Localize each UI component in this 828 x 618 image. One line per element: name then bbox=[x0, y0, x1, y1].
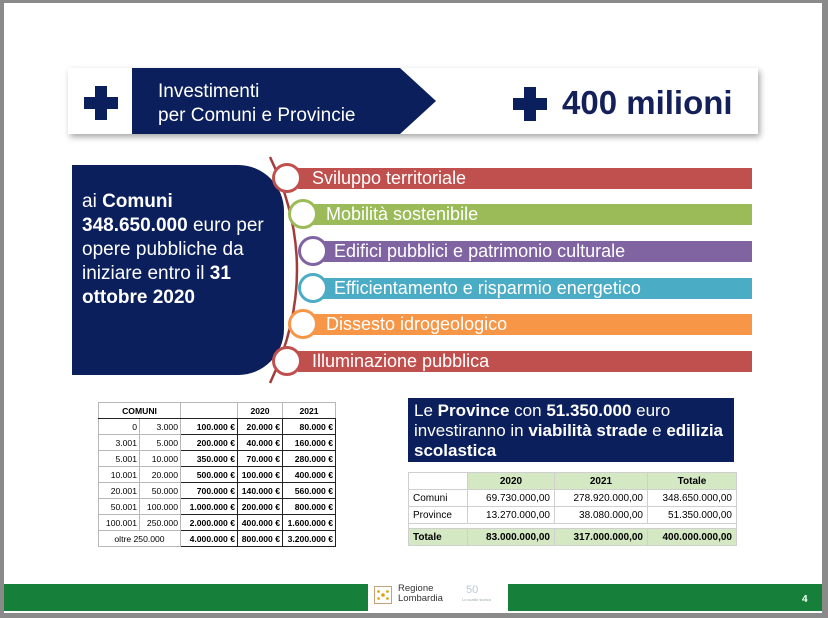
table-header-row bbox=[99, 403, 336, 419]
card-text-comuni: Comuni bbox=[102, 191, 173, 212]
table-row bbox=[99, 499, 336, 515]
table-cell: 3.000 bbox=[140, 419, 181, 435]
table-cell: 140.000 € bbox=[238, 483, 283, 499]
plus-icon bbox=[82, 84, 120, 122]
table-cell: Province bbox=[409, 507, 468, 524]
table-header: COMUNI bbox=[99, 403, 181, 419]
table-total-row bbox=[409, 529, 737, 546]
table-cell: 200.000 € bbox=[181, 435, 238, 451]
province-text bbox=[414, 401, 732, 461]
category-label-3: Edifici pubblici e patrimonio culturale bbox=[334, 241, 626, 261]
table-header: Totale bbox=[648, 473, 737, 490]
category-label-5: Dissesto idrogeologico bbox=[326, 314, 508, 334]
table-cell: 160.000 € bbox=[283, 435, 336, 451]
table-cell: 50.001 bbox=[99, 499, 140, 515]
anniversary-50-logo: 50 bbox=[466, 584, 479, 596]
category-bar-4 bbox=[318, 278, 752, 299]
table-row bbox=[99, 451, 336, 467]
table-row bbox=[409, 490, 737, 507]
province-text-province: Province bbox=[437, 401, 510, 420]
category-label-4: Efficientamento e risparmio energetico bbox=[334, 278, 641, 298]
card-text-deadline: 31 ottobre 2020 bbox=[82, 263, 231, 308]
province-text-amount: 51.350.000 bbox=[546, 401, 632, 420]
table-cell: 400.000.000,00 bbox=[648, 529, 737, 546]
category-label-6: Illuminazione pubblica bbox=[312, 351, 490, 371]
table-cell: 10.000 bbox=[140, 451, 181, 467]
province-text-7: e bbox=[647, 421, 667, 440]
table-cell: 38.080.000,00 bbox=[555, 507, 648, 524]
category-circle-1 bbox=[272, 163, 302, 193]
table-cell: 280.000 € bbox=[283, 451, 336, 467]
table-header bbox=[409, 473, 468, 490]
table-cell: 350.000 € bbox=[181, 451, 238, 467]
table-cell: 400.000 € bbox=[283, 467, 336, 483]
logo-text-line1: Regione bbox=[398, 583, 434, 594]
category-circle-5 bbox=[288, 309, 318, 339]
table-cell: 40.000 € bbox=[238, 435, 283, 451]
province-text-5: euro investiranno in bbox=[414, 401, 671, 440]
table-cell: 100.000 € bbox=[238, 467, 283, 483]
table-header: 2021 bbox=[283, 403, 336, 419]
table-cell: 1.600.000 € bbox=[283, 515, 336, 531]
header-amount: 400 milioni bbox=[562, 84, 733, 121]
rosa-camuna-icon bbox=[374, 586, 392, 604]
table-cell: 100.001 bbox=[99, 515, 140, 531]
page-number: 4 bbox=[802, 594, 808, 605]
table-cell: 3.200.000 € bbox=[283, 531, 336, 547]
table-cell: 83.000.000,00 bbox=[468, 529, 555, 546]
table-cell: 3.001 bbox=[99, 435, 140, 451]
province-text-edilizia: edilizia scolastica bbox=[414, 421, 723, 460]
table-cell: 500.000 € bbox=[181, 467, 238, 483]
category-bar-1 bbox=[298, 168, 752, 189]
logo-text bbox=[398, 584, 443, 604]
category-label-1: Sviluppo territoriale bbox=[312, 168, 467, 188]
table-cell: 20.000 € bbox=[238, 419, 283, 435]
table-cell: 4.000.000 € bbox=[181, 531, 238, 547]
category-circle-4 bbox=[298, 273, 328, 303]
header-title-line1: Investimenti bbox=[158, 81, 260, 102]
plus-icon-large bbox=[512, 86, 548, 122]
table-header bbox=[181, 403, 238, 419]
table-cell: 13.270.000,00 bbox=[468, 507, 555, 524]
table-row bbox=[409, 507, 737, 524]
table-cell: 400.000 € bbox=[238, 515, 283, 531]
card-text-body: euro per opere pubbliche da iniziare entro il bbox=[82, 215, 264, 284]
category-circle-3 bbox=[298, 236, 328, 266]
comuni-table bbox=[98, 402, 336, 547]
table-cell: 0 bbox=[99, 419, 140, 435]
table-header-row bbox=[409, 473, 737, 490]
table-cell: Totale bbox=[409, 529, 468, 546]
table-header: 2020 bbox=[238, 403, 283, 419]
header-title bbox=[158, 80, 355, 128]
anniversary-50-subtext: Lo scatto storico bbox=[462, 597, 492, 602]
table-cell: 5.000 bbox=[140, 435, 181, 451]
logo-text-line2: Lombardia bbox=[398, 593, 443, 604]
table-cell: 1.000.000 € bbox=[181, 499, 238, 515]
table-cell: 70.000 € bbox=[238, 451, 283, 467]
table-cell: 100.000 bbox=[140, 499, 181, 515]
table-cell: 20.001 bbox=[99, 483, 140, 499]
table-cell: 20.000 bbox=[140, 467, 181, 483]
table-cell: 278.920.000,00 bbox=[555, 490, 648, 507]
province-text-1: Le bbox=[414, 401, 438, 420]
table-cell: 700.000 € bbox=[181, 483, 238, 499]
header-title-line2: per Comuni e Provincie bbox=[158, 105, 356, 126]
table-cell: Comuni bbox=[409, 490, 468, 507]
table-cell: 51.350.000,00 bbox=[648, 507, 737, 524]
category-bar-5 bbox=[310, 314, 752, 335]
province-text-3: con bbox=[509, 401, 547, 420]
category-bar-6 bbox=[298, 351, 752, 372]
table-row bbox=[99, 515, 336, 531]
table-row bbox=[99, 467, 336, 483]
table-cell: 100.000 € bbox=[181, 419, 238, 435]
table-cell: 2.000.000 € bbox=[181, 515, 238, 531]
table-row bbox=[99, 483, 336, 499]
table-cell: 69.730.000,00 bbox=[468, 490, 555, 507]
table-cell: 800.000 € bbox=[283, 499, 336, 515]
table-row bbox=[99, 531, 336, 547]
comuni-card-text bbox=[82, 190, 282, 310]
category-label-2: Mobilità sostenibile bbox=[326, 204, 479, 224]
table-row bbox=[99, 419, 336, 435]
province-table bbox=[408, 472, 737, 546]
province-text-viabilita: viabilità strade bbox=[528, 421, 648, 440]
table-header: 2021 bbox=[555, 473, 648, 490]
table-cell: 50.000 bbox=[140, 483, 181, 499]
table-cell: oltre 250.000 bbox=[99, 531, 181, 547]
table-cell: 80.000 € bbox=[283, 419, 336, 435]
table-cell: 800.000 € bbox=[238, 531, 283, 547]
table-header: 2020 bbox=[468, 473, 555, 490]
table-cell: 317.000.000,00 bbox=[555, 529, 648, 546]
card-text-1: ai bbox=[82, 191, 103, 212]
table-cell: 348.650.000,00 bbox=[648, 490, 737, 507]
category-circle-2 bbox=[288, 199, 318, 229]
card-text-amount: 348.650.000 bbox=[82, 215, 188, 236]
table-cell: 10.001 bbox=[99, 467, 140, 483]
table-cell: 200.000 € bbox=[238, 499, 283, 515]
table-cell: 5.001 bbox=[99, 451, 140, 467]
table-cell: 250.000 bbox=[140, 515, 181, 531]
category-circle-6 bbox=[272, 346, 302, 376]
table-row bbox=[99, 435, 336, 451]
table-cell: 560.000 € bbox=[283, 483, 336, 499]
category-bar-3 bbox=[318, 241, 752, 262]
category-bar-2 bbox=[310, 204, 752, 225]
